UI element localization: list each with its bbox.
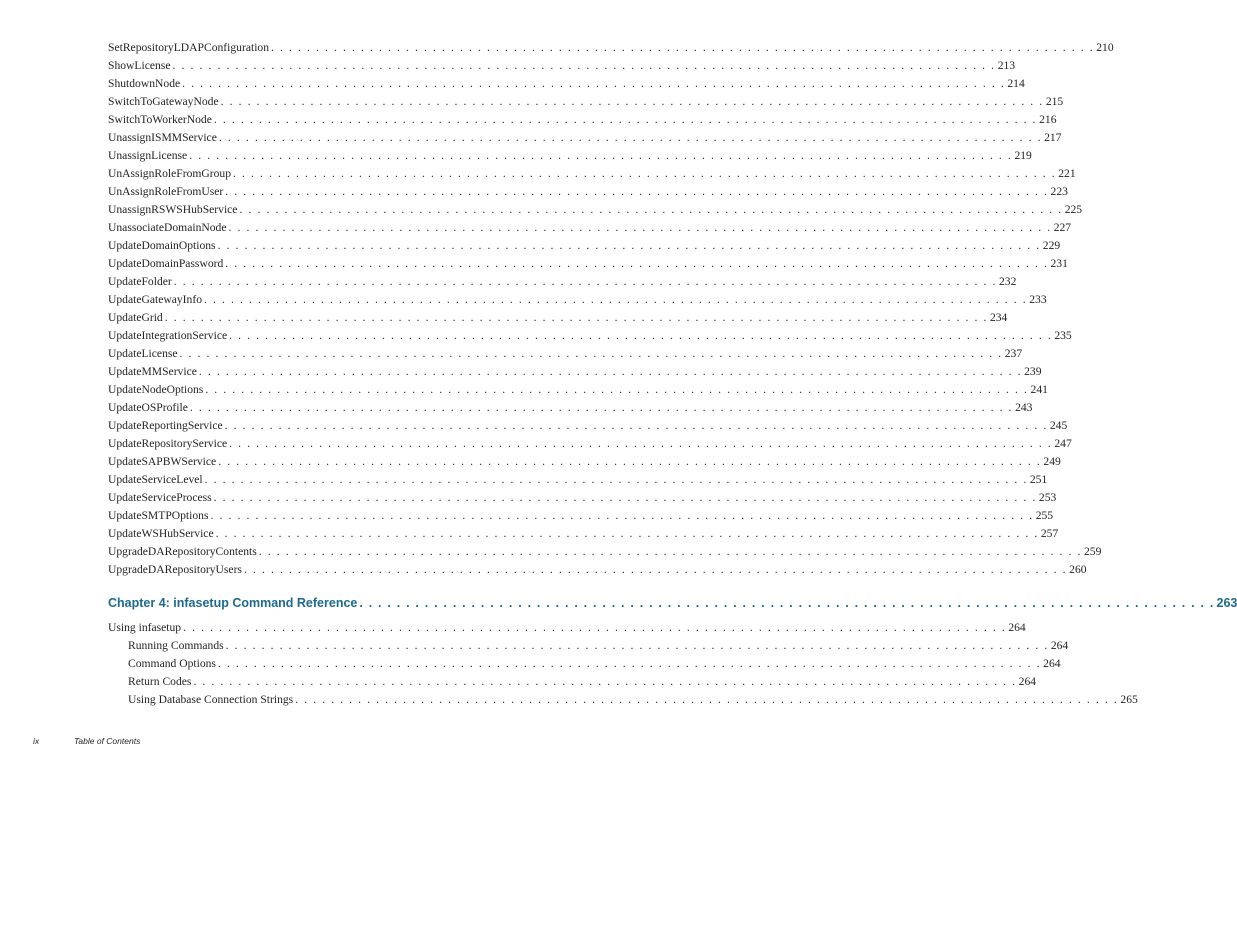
toc-dot-leader: . . . . . . . . . . . . . . . . . . . . . . . . . . . . . . . . . . . . . . . . . . . . . . . . . . . . . . . . . . . . . . . . . . . . . . . . . . . . . . . . . . . . . . . . . . . . — [205, 383, 1029, 396]
toc-entry-page: 243 — [1015, 401, 1033, 414]
toc-entry[interactable] — [108, 183, 1068, 201]
toc-entry[interactable] — [108, 57, 1016, 75]
toc-entry-page: 217 — [1044, 131, 1062, 144]
toc-entry-page: 223 — [1050, 185, 1068, 198]
toc-entry[interactable] — [108, 435, 1072, 453]
toc-entry-title: Running Commands — [128, 639, 224, 652]
toc-dot-leader: . . . . . . . . . . . . . . . . . . . . . . . . . . . . . . . . . . . . . . . . . . . . . . . . . . . . . . . . . . . . . . . . . . . . . . . . . . . . . . . . . . . . . . . . . . . . — [182, 77, 1006, 90]
toc-entry-page: 264 — [1018, 675, 1037, 688]
toc-dot-leader: . . . . . . . . . . . . . . . . . . . . . . . . . . . . . . . . . . . . . . . . . . . . . . . . . . . . . . . . . . . . . . . . . . . . . . . . . . . . . . . . . . . . . . . . . . . . — [183, 621, 1007, 634]
toc-dot-leader: . . . . . . . . . . . . . . . . . . . . . . . . . . . . . . . . . . . . . . . . . . . . . . . . . . . . . . . . . . . . . . . . . . . . . . . . . . . . . . . . . . . . . . . . . . . . — [215, 527, 1039, 540]
toc-dot-leader: . . . . . . . . . . . . . . . . . . . . . . . . . . . . . . . . . . . . . . . . . . . . . . . . . . . . . . . . . . . . . . . . . . . . . . . . . . . . . . . . . . . . . . . . . . . . — [173, 275, 997, 288]
toc-entry[interactable] — [108, 327, 1072, 345]
toc-dot-leader: . . . . . . . . . . . . . . . . . . . . . . . . . . . . . . . . . . . . . . . . . . . . . . . . . . . . . . . . . . . . . . . . . . . . . . . . . . . . . . . . . . . . . . . . . . . . — [359, 596, 1215, 610]
toc-entry-page: 214 — [1007, 77, 1025, 90]
toc-dot-leader: . . . . . . . . . . . . . . . . . . . . . . . . . . . . . . . . . . . . . . . . . . . . . . . . . . . . . . . . . . . . . . . . . . . . . . . . . . . . . . . . . . . . . . . . . . . . — [210, 509, 1034, 522]
toc-entry-title: Return Codes — [128, 675, 192, 688]
toc-entry[interactable] — [108, 543, 1102, 561]
toc-entry[interactable] — [108, 381, 1048, 399]
toc-entry-title: Command Options — [128, 657, 216, 670]
toc-entry-page: 241 — [1030, 383, 1048, 396]
toc-dot-leader: . . . . . . . . . . . . . . . . . . . . . . . . . . . . . . . . . . . . . . . . . . . . . . . . . . . . . . . . . . . . . . . . . . . . . . . . . . . . . . . . . . . . . . . . . . . . — [198, 365, 1023, 378]
toc-dot-leader: . . . . . . . . . . . . . . . . . . . . . . . . . . . . . . . . . . . . . . . . . . . . . . . . . . . . . . . . . . . . . . . . . . . . . . . . . . . . . . . . . . . . . . . . . . . . — [243, 563, 1068, 576]
toc-entry-page: 263 — [1216, 596, 1237, 610]
toc-entry[interactable] — [108, 75, 1025, 93]
toc-entry-page: 227 — [1053, 221, 1072, 234]
toc-entry[interactable] — [108, 147, 1032, 165]
toc-entry-page: 260 — [1069, 563, 1087, 576]
toc-entry[interactable] — [108, 489, 1057, 507]
toc-entry-page: 213 — [997, 59, 1016, 72]
toc-entry-page: 229 — [1042, 239, 1061, 252]
toc-entry-title: UpgradeDARepositoryContents — [108, 545, 257, 558]
toc-entry-page: 255 — [1035, 509, 1054, 522]
footer-section-title: Table of Contents — [74, 736, 141, 746]
toc-entry-title: ShutdownNode — [108, 77, 181, 90]
toc-entry[interactable] — [108, 93, 1064, 111]
toc-entry[interactable] — [108, 201, 1083, 219]
toc-entry-title: UpdateSAPBWService — [108, 455, 217, 468]
toc-dot-leader: . . . . . . . . . . . . . . . . . . . . . . . . . . . . . . . . . . . . . . . . . . . . . . . . . . . . . . . . . . . . . . . . . . . . . . . . . . . . . . . . . . . . . . . . . . . . — [218, 131, 1043, 144]
toc-entry-title: UnAssignRoleFromGroup — [108, 167, 232, 180]
toc-entry-page: 233 — [1029, 293, 1047, 306]
toc-entry-title: UpgradeDARepositoryUsers — [108, 563, 242, 576]
toc-entry-title: UpdateServiceProcess — [108, 491, 212, 504]
toc-dot-leader: . . . . . . . . . . . . . . . . . . . . . . . . . . . . . . . . . . . . . . . . . . . . . . . . . . . . . . . . . . . . . . . . . . . . . . . . . . . . . . . . . . . . . . . . . . . . — [189, 149, 1013, 162]
toc-entry[interactable] — [108, 637, 1069, 655]
toc-dot-leader: . . . . . . . . . . . . . . . . . . . . . . . . . . . . . . . . . . . . . . . . . . . . . . . . . . . . . . . . . . . . . . . . . . . . . . . . . . . . . . . . . . . . . . . . . . . . — [225, 257, 1049, 270]
toc-entry-title: UnassignISMMService — [108, 131, 217, 144]
toc-entry-page: 245 — [1049, 419, 1068, 432]
toc-dot-leader: . . . . . . . . . . . . . . . . . . . . . . . . . . . . . . . . . . . . . . . . . . . . . . . . . . . . . . . . . . . . . . . . . . . . . . . . . . . . . . . . . . . . . . . . . . . . — [225, 639, 1049, 652]
toc-entry-page: 221 — [1058, 167, 1076, 180]
toc-dot-leader: . . . . . . . . . . . . . . . . . . . . . . . . . . . . . . . . . . . . . . . . . . . . . . . . . . . . . . . . . . . . . . . . . . . . . . . . . . . . . . . . . . . . . . . . . . . . — [193, 675, 1017, 688]
toc-dot-leader: . . . . . . . . . . . . . . . . . . . . . . . . . . . . . . . . . . . . . . . . . . . . . . . . . . . . . . . . . . . . . . . . . . . . . . . . . . . . . . . . . . . . . . . . . . . . — [224, 419, 1048, 432]
toc-entry-title: UnAssignRoleFromUser — [108, 185, 224, 198]
toc-entry-page: 232 — [998, 275, 1017, 288]
toc-chapter-heading[interactable] — [108, 593, 1237, 613]
toc-entry[interactable] — [108, 691, 1138, 709]
toc-dot-leader: . . . . . . . . . . . . . . . . . . . . . . . . . . . . . . . . . . . . . . . . . . . . . . . . . . . . . . . . . . . . . . . . . . . . . . . . . . . . . . . . . . . . . . . . . . . . — [217, 239, 1041, 252]
toc-entry-page: 235 — [1054, 329, 1072, 342]
toc-entry-title: UnassignLicense — [108, 149, 188, 162]
toc-dot-leader: . . . . . . . . . . . . . . . . . . . . . . . . . . . . . . . . . . . . . . . . . . . . . . . . . . . . . . . . . . . . . . . . . . . . . . . . . . . . . . . . . . . . . . . . . . . . — [204, 293, 1028, 306]
toc-entry[interactable] — [108, 453, 1061, 471]
toc-entry-page: 264 — [1043, 657, 1061, 670]
toc-entry[interactable] — [108, 417, 1068, 435]
toc-entry-page: 216 — [1039, 113, 1057, 126]
toc-entry[interactable] — [108, 237, 1061, 255]
toc-entry-title: UpdateIntegrationService — [108, 329, 228, 342]
toc-entry[interactable] — [108, 255, 1068, 273]
footer-page-number: ix — [33, 736, 40, 746]
toc-entry-page: 237 — [1004, 347, 1023, 360]
toc-entry-page: 257 — [1040, 527, 1059, 540]
toc-entry-title: Using infasetup — [108, 621, 182, 634]
toc-entry-title: UpdateWSHubService — [108, 527, 214, 540]
toc-dot-leader: . . . . . . . . . . . . . . . . . . . . . . . . . . . . . . . . . . . . . . . . . . . . . . . . . . . . . . . . . . . . . . . . . . . . . . . . . . . . . . . . . . . . . . . . . . . . — [217, 657, 1042, 670]
toc-entry-title: SwitchToGatewayNode — [108, 95, 219, 108]
toc-dot-leader: . . . . . . . . . . . . . . . . . . . . . . . . . . . . . . . . . . . . . . . . . . . . . . . . . . . . . . . . . . . . . . . . . . . . . . . . . . . . . . . . . . . . . . . . . . . . — [225, 185, 1049, 198]
toc-entry-title: UpdateRepositoryService — [108, 437, 228, 450]
toc-entry[interactable] — [108, 655, 1061, 673]
toc-dot-leader: . . . . . . . . . . . . . . . . . . . . . . . . . . . . . . . . . . . . . . . . . . . . . . . . . . . . . . . . . . . . . . . . . . . . . . . . . . . . . . . . . . . . . . . . . . . . — [218, 455, 1042, 468]
toc-dot-leader: . . . . . . . . . . . . . . . . . . . . . . . . . . . . . . . . . . . . . . . . . . . . . . . . . . . . . . . . . . . . . . . . . . . . . . . . . . . . . . . . . . . . . . . . . . . . — [271, 41, 1095, 54]
toc-dot-leader: . . . . . . . . . . . . . . . . . . . . . . . . . . . . . . . . . . . . . . . . . . . . . . . . . . . . . . . . . . . . . . . . . . . . . . . . . . . . . . . . . . . . . . . . . . . . — [204, 473, 1028, 486]
toc-entry[interactable] — [108, 291, 1047, 309]
toc-entry[interactable] — [108, 219, 1072, 237]
toc-entry-title: SwitchToWorkerNode — [108, 113, 212, 126]
toc-entry-page: 264 — [1050, 639, 1069, 652]
toc-entry[interactable] — [108, 273, 1017, 291]
toc-entry[interactable] — [108, 165, 1076, 183]
toc-entry-page: 265 — [1120, 693, 1138, 706]
toc-dot-leader: . . . . . . . . . . . . . . . . . . . . . . . . . . . . . . . . . . . . . . . . . . . . . . . . . . . . . . . . . . . . . . . . . . . . . . . . . . . . . . . . . . . . . . . . . . . . — [172, 59, 996, 72]
toc-entry-page: 239 — [1024, 365, 1042, 378]
toc-entry-title: UpdateFolder — [108, 275, 172, 288]
toc-dot-leader: . . . . . . . . . . . . . . . . . . . . . . . . . . . . . . . . . . . . . . . . . . . . . . . . . . . . . . . . . . . . . . . . . . . . . . . . . . . . . . . . . . . . . . . . . . . . — [220, 95, 1044, 108]
toc-entry-page: 225 — [1064, 203, 1083, 216]
toc-entry-title: UpdateOSProfile — [108, 401, 188, 414]
toc-entry-title: UnassociateDomainNode — [108, 221, 227, 234]
toc-dot-leader: . . . . . . . . . . . . . . . . . . . . . . . . . . . . . . . . . . . . . . . . . . . . . . . . . . . . . . . . . . . . . . . . . . . . . . . . . . . . . . . . . . . . . . . . . . . . — [213, 491, 1037, 504]
toc-entry-title: UpdateSMTPOptions — [108, 509, 209, 522]
toc-entry-title: UpdateLicense — [108, 347, 178, 360]
toc-dot-leader: . . . . . . . . . . . . . . . . . . . . . . . . . . . . . . . . . . . . . . . . . . . . . . . . . . . . . . . . . . . . . . . . . . . . . . . . . . . . . . . . . . . . . . . . . . . . — [295, 693, 1119, 706]
toc-entry[interactable] — [108, 111, 1057, 129]
toc-entry[interactable] — [108, 471, 1048, 489]
toc-dot-leader: . . . . . . . . . . . . . . . . . . . . . . . . . . . . . . . . . . . . . . . . . . . . . . . . . . . . . . . . . . . . . . . . . . . . . . . . . . . . . . . . . . . . . . . . . . . . — [229, 329, 1053, 342]
toc-entry[interactable] — [108, 399, 1033, 417]
toc-dot-leader: . . . . . . . . . . . . . . . . . . . . . . . . . . . . . . . . . . . . . . . . . . . . . . . . . . . . . . . . . . . . . . . . . . . . . . . . . . . . . . . . . . . . . . . . . . . . — [239, 203, 1063, 216]
toc-entry-page: 253 — [1038, 491, 1057, 504]
toc-entry-page: 251 — [1029, 473, 1048, 486]
toc-entry-title: UpdateServiceLevel — [108, 473, 203, 486]
toc-entry-title: SetRepositoryLDAPConfiguration — [108, 41, 270, 54]
toc-dot-leader: . . . . . . . . . . . . . . . . . . . . . . . . . . . . . . . . . . . . . . . . . . . . . . . . . . . . . . . . . . . . . . . . . . . . . . . . . . . . . . . . . . . . . . . . . . . . — [179, 347, 1003, 360]
toc-entry-title: UpdateNodeOptions — [108, 383, 204, 396]
toc-entry-page: 247 — [1054, 437, 1072, 450]
toc-entry[interactable] — [108, 525, 1059, 543]
toc-entry-page: 219 — [1014, 149, 1032, 162]
toc-entry-page: 234 — [989, 311, 1008, 324]
toc-entry-title: UpdateGrid — [108, 311, 163, 324]
toc-entry-page: 210 — [1096, 41, 1114, 54]
toc-entry-title: UpdateDomainOptions — [108, 239, 216, 252]
toc-entry[interactable] — [108, 129, 1062, 147]
toc-dot-leader: . . . . . . . . . . . . . . . . . . . . . . . . . . . . . . . . . . . . . . . . . . . . . . . . . . . . . . . . . . . . . . . . . . . . . . . . . . . . . . . . . . . . . . . . . . . . — [164, 311, 988, 324]
toc-entry-title: Using Database Connection Strings — [128, 693, 294, 706]
toc-dot-leader: . . . . . . . . . . . . . . . . . . . . . . . . . . . . . . . . . . . . . . . . . . . . . . . . . . . . . . . . . . . . . . . . . . . . . . . . . . . . . . . . . . . . . . . . . . . . — [233, 167, 1057, 180]
toc-entry-page: 231 — [1050, 257, 1068, 270]
toc-dot-leader: . . . . . . . . . . . . . . . . . . . . . . . . . . . . . . . . . . . . . . . . . . . . . . . . . . . . . . . . . . . . . . . . . . . . . . . . . . . . . . . . . . . . . . . . . . . . — [228, 221, 1052, 234]
toc-dot-leader: . . . . . . . . . . . . . . . . . . . . . . . . . . . . . . . . . . . . . . . . . . . . . . . . . . . . . . . . . . . . . . . . . . . . . . . . . . . . . . . . . . . . . . . . . . . . — [258, 545, 1082, 558]
toc-entry[interactable] — [108, 673, 1037, 691]
toc-dot-leader: . . . . . . . . . . . . . . . . . . . . . . . . . . . . . . . . . . . . . . . . . . . . . . . . . . . . . . . . . . . . . . . . . . . . . . . . . . . . . . . . . . . . . . . . . . . . — [229, 437, 1053, 450]
toc-entry-page: 264 — [1008, 621, 1026, 634]
page-footer — [33, 736, 140, 746]
toc-dot-leader: . . . . . . . . . . . . . . . . . . . . . . . . . . . . . . . . . . . . . . . . . . . . . . . . . . . . . . . . . . . . . . . . . . . . . . . . . . . . . . . . . . . . . . . . . . . . — [189, 401, 1014, 414]
toc-entry-page: 259 — [1084, 545, 1102, 558]
toc-entry-title: UpdateGatewayInfo — [108, 293, 202, 306]
toc-entry[interactable] — [108, 561, 1087, 579]
toc-entry-title: ShowLicense — [108, 59, 171, 72]
table-of-contents — [108, 39, 1237, 709]
toc-entry[interactable] — [108, 507, 1054, 525]
toc-entry-title: Chapter 4: infasetup Command Reference — [108, 596, 358, 610]
toc-entry-title: UpdateMMService — [108, 365, 197, 378]
toc-entry-page: 215 — [1045, 95, 1064, 108]
toc-entry-title: UpdateDomainPassword — [108, 257, 224, 270]
toc-entry[interactable] — [108, 619, 1026, 637]
toc-entry[interactable] — [108, 309, 1008, 327]
toc-entry[interactable] — [108, 345, 1023, 363]
toc-entry-title: UnassignRSWSHubService — [108, 203, 238, 216]
toc-entry-title: UpdateReportingService — [108, 419, 223, 432]
toc-entry[interactable] — [108, 363, 1042, 381]
toc-entry[interactable] — [108, 39, 1114, 57]
toc-dot-leader: . . . . . . . . . . . . . . . . . . . . . . . . . . . . . . . . . . . . . . . . . . . . . . . . . . . . . . . . . . . . . . . . . . . . . . . . . . . . . . . . . . . . . . . . . . . . — [213, 113, 1038, 126]
toc-entry-page: 249 — [1043, 455, 1061, 468]
